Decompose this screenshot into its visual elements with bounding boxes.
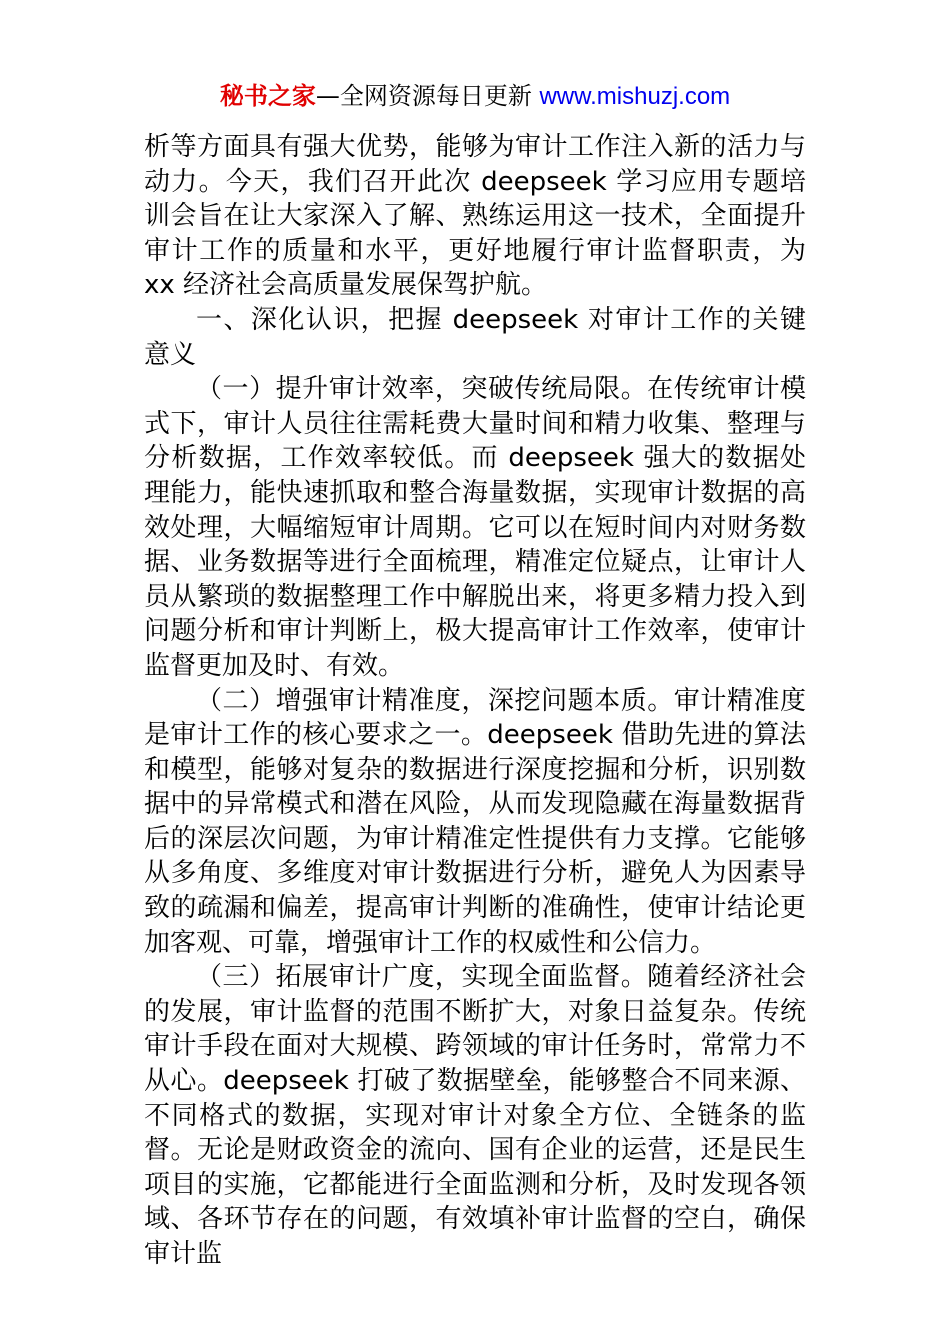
paragraph-point-2: （二）增强审计精准度，深挖问题本质。审计精准度是审计工作的核心要求之一。deepseek 借助先进的算法和模型，能够对复杂的数据进行深度挖掘和分析，识别数据中的异常模式和潜在风险，从而发现隐藏在海量数据背后的深层次问题，为审计精准定性提供有力支撑。它能够从多角度、多维度对审计数据进行分析，避免人为因素导致的疏漏和偏差，提高审计判断的准确性，使审计结论更加客观、可靠，增强审计工作的权威性和公信力。 [144, 685, 806, 958]
site-url-link[interactable]: www.mishuzj.com [539, 83, 731, 110]
page-header [0, 78, 950, 115]
document-body [144, 130, 806, 1272]
site-tagline: —全网资源每日更新 [315, 82, 540, 110]
section-heading-1: 一、深化认识，把握 deepseek 对审计工作的关键意义 [144, 304, 806, 370]
site-brand: 秘书之家 [219, 82, 316, 110]
paragraph-point-3: （三）拓展审计广度，实现全面监督。随着经济社会的发展，审计监督的范围不断扩大，对象日益复杂。传统审计手段在面对大规模、跨领域的审计任务时，常常力不从心。deepseek 打破了数据壁垒，能够整合不同来源、不同格式的数据，实现对审计对象全方位、全链条的监督。无论是财政资金的流向、国有企业的运营，还是民生项目的实施，它都能进行全面监测和分析，及时发现各领域、各环节存在的问题，有效填补审计监督的空白，确保审计监 [144, 962, 806, 1269]
paragraph-point-1: （一）提升审计效率，突破传统局限。在传统审计模式下，审计人员往往需耗费大量时间和精力收集、整理与分析数据，工作效率较低。而 deepseek 强大的数据处理能力，能快速抓取和整合海量数据，实现审计数据的高效处理，大幅缩短审计周期。它可以在短时间内对财务数据、业务数据等进行全面梳理，精准定位疑点，让审计人员从繁琐的数据整理工作中解脱出来，将更多精力投入到问题分析和审计判断上，极大提高审计工作效率，使审计监督更加及时、有效。 [144, 374, 806, 681]
paragraph-intro-continued: 析等方面具有强大优势，能够为审计工作注入新的活力与动力。今天，我们召开此次 deepseek 学习应用专题培训会旨在让大家深入了解、熟练运用这一技术，全面提升审计工作的质量和水平，更好地履行审计监督职责，为 xx 经济社会高质量发展保驾护航。 [144, 132, 806, 301]
